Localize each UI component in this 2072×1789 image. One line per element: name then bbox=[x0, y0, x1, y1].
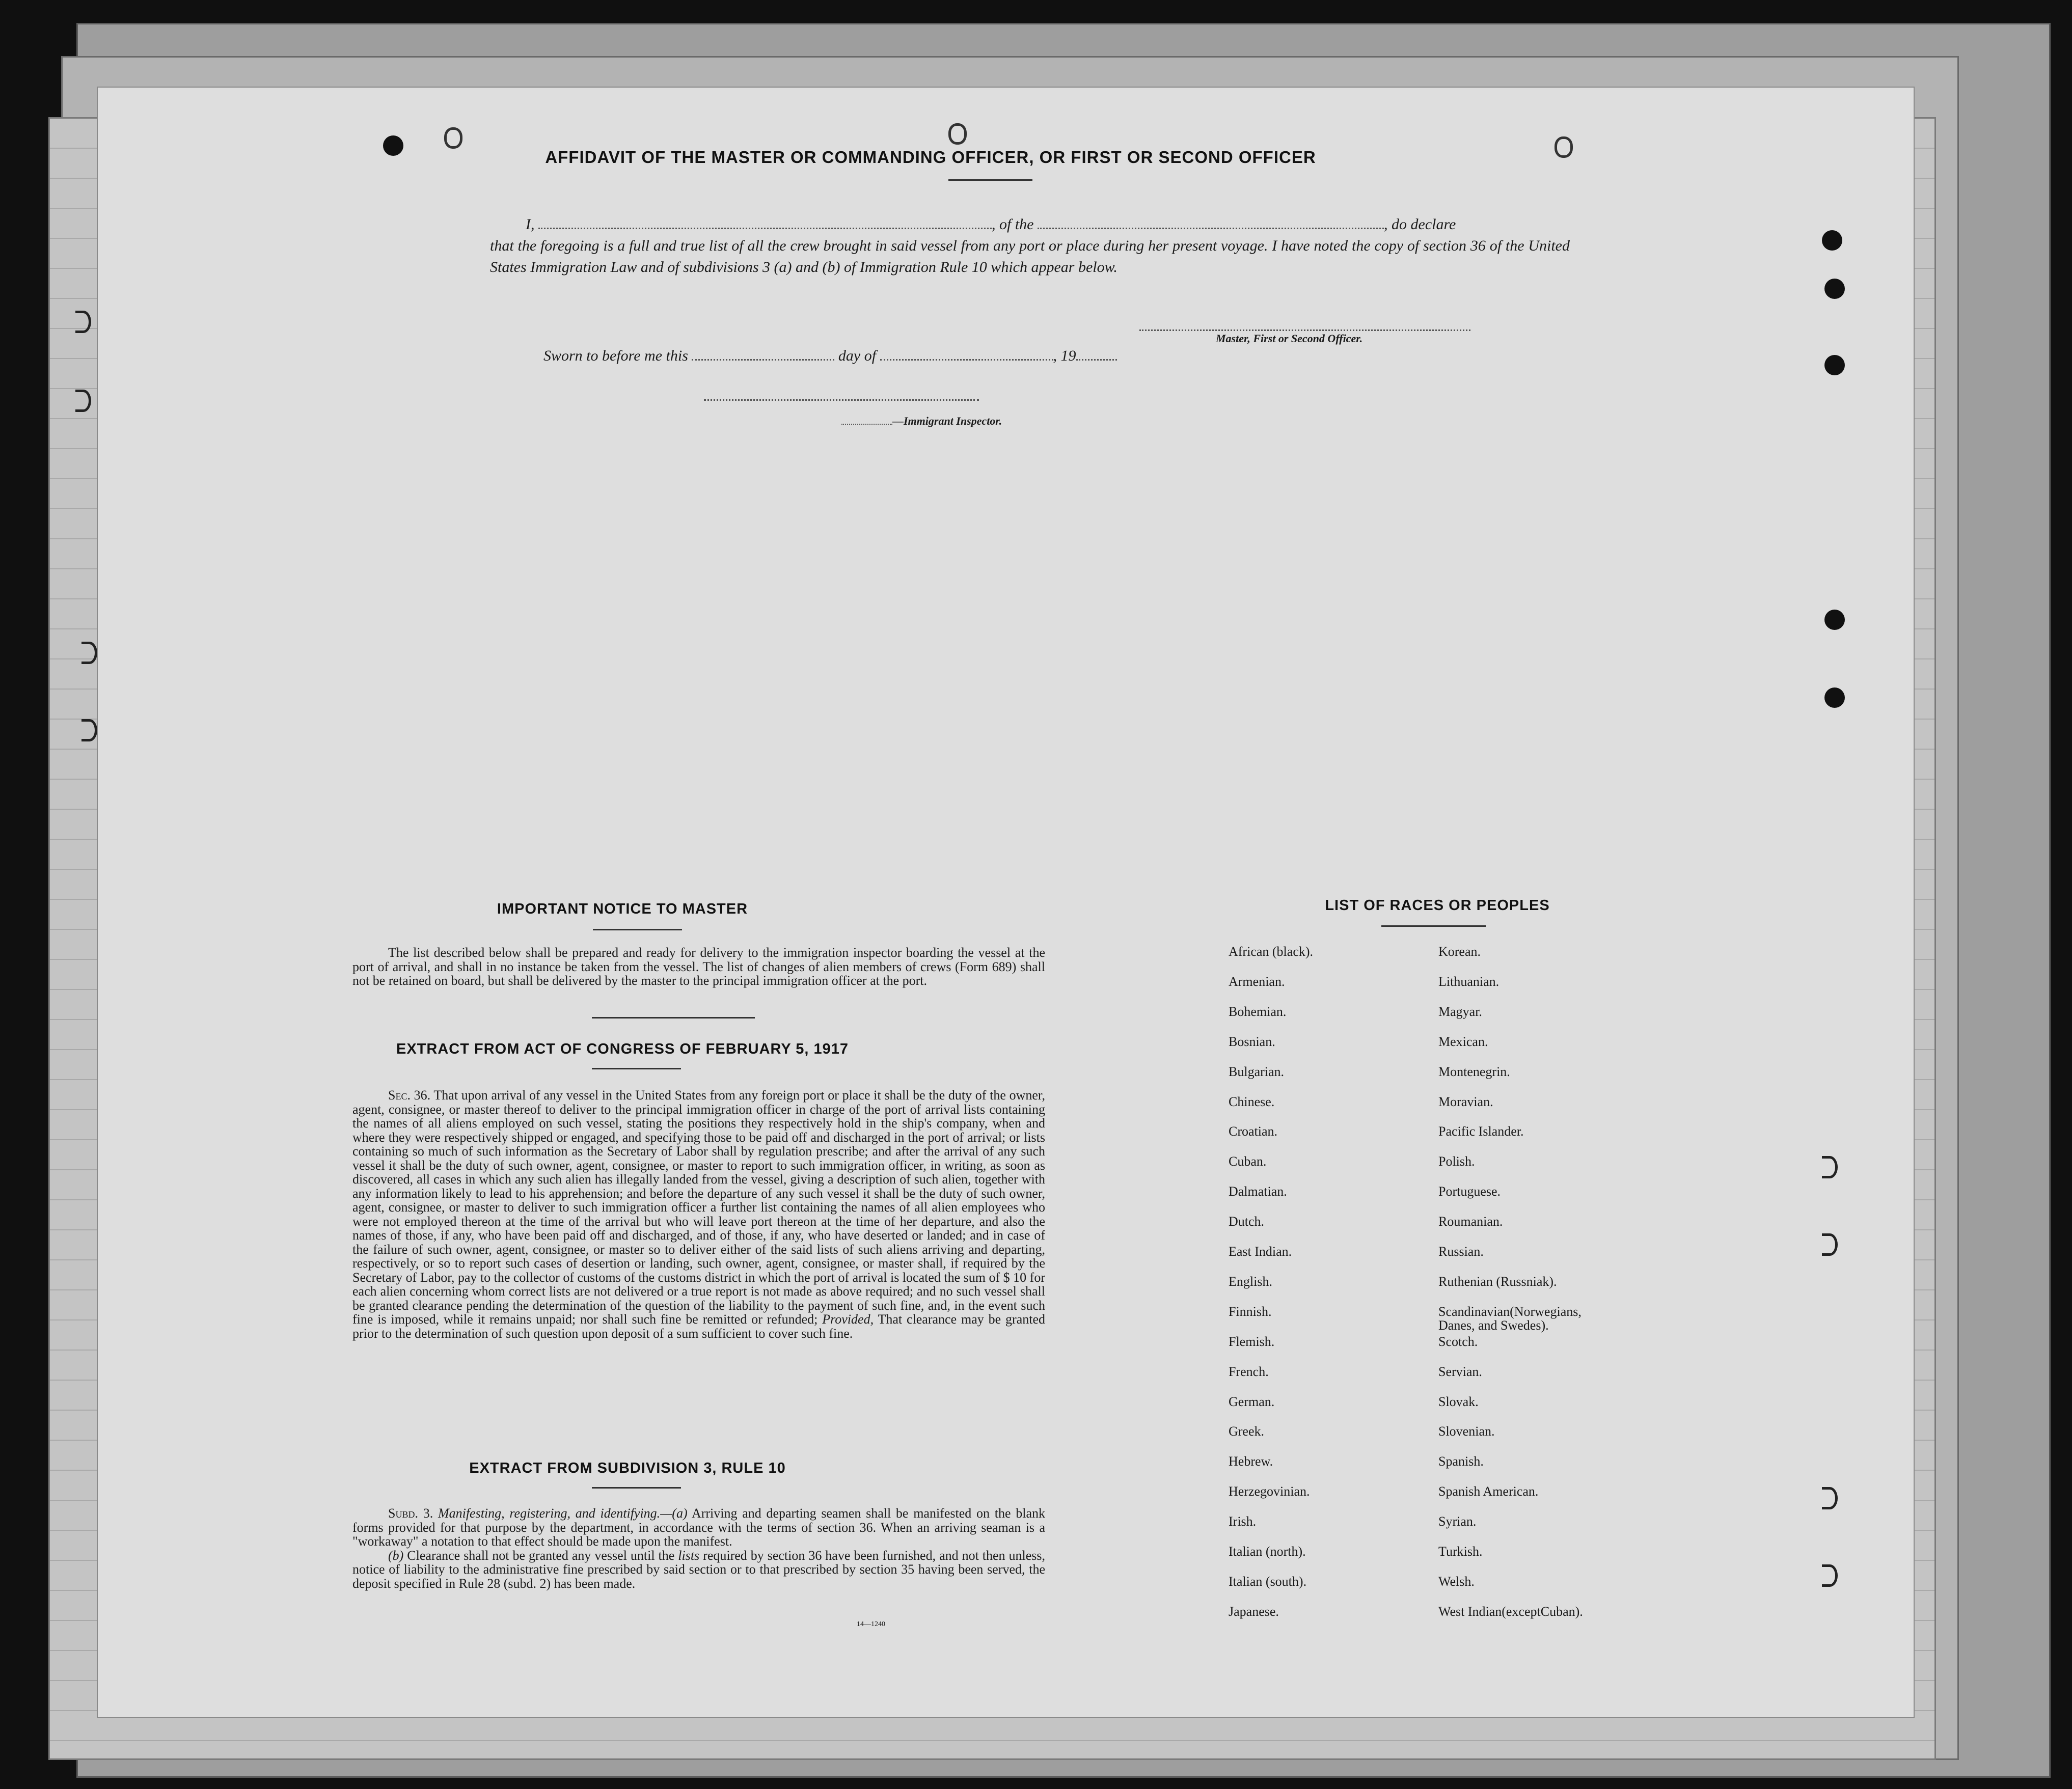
title-underline bbox=[1381, 925, 1486, 927]
punch-hole bbox=[75, 311, 91, 333]
punch-hole bbox=[1822, 1487, 1838, 1509]
race-item: Korean. bbox=[1438, 944, 1481, 959]
affidavit-suffix: , do declare bbox=[1384, 216, 1456, 233]
sworn-month-blank[interactable] bbox=[880, 359, 1053, 361]
form-number: 14—1240 bbox=[857, 1620, 885, 1628]
section-divider bbox=[592, 1017, 755, 1019]
punch-hole bbox=[75, 390, 91, 412]
race-item: Cuban. bbox=[1229, 1154, 1267, 1169]
race-item: Bulgarian. bbox=[1229, 1064, 1285, 1079]
sworn-year-label: , 19 bbox=[1053, 347, 1076, 364]
race-item: Portuguese. bbox=[1438, 1184, 1501, 1199]
punch-hole bbox=[444, 127, 462, 149]
race-item: Bohemian. bbox=[1229, 1004, 1287, 1019]
sworn-line bbox=[543, 347, 1117, 365]
race-item: Finnish. bbox=[1229, 1304, 1272, 1319]
race-item: Moravian. bbox=[1438, 1094, 1493, 1109]
race-item: Lithuanian. bbox=[1438, 974, 1500, 989]
race-item: Magyar. bbox=[1438, 1004, 1482, 1019]
section-36-text bbox=[352, 1088, 1045, 1340]
punch-hole bbox=[1822, 1156, 1838, 1178]
rule-extract-title: EXTRACT FROM SUBDIVISION 3, RULE 10 bbox=[469, 1460, 786, 1476]
provided-label: Provided, bbox=[822, 1312, 874, 1327]
section-36-body: That upon arrival of any vessel in the United States from any foreign port or place it shall be the duty of the owner, agent, consignee, or master thereof to deliver to the principal immigration officer in charge of the port of arrival lists containing the names of all aliens employed on such vessel, stating the positions they respectively hold in the ship's company, when and where they were respectively shipped or engaged, and specifying those to be paid off and discharged in the port of arrival; or lists containing so much of such information as the Secretary of Labor shall by regulation prescribe; and after the arrival of any such vessel it shall be the duty of such owner, agent, consignee, or master to report to such immigration officer, in writing, as soon as discovered, all cases in which any such alien has illegally landed from the vessel, giving a description of such alien, together with any information likely to lead to his apprehension; and before the departure of any such vessel it shall be the duty of such owner, agent, consignee, or master to deliver to such immigration officer a further list containing the names of all alien employees who were not employed thereon at the time of the arrival but who will leave port thereon at the time of her departure, and also the names of those, if any, who have been paid off and discharged, and of those, if any, who have deserted or landed; and in case of the failure of such owner, agent, consignee, or master so to deliver either of the said lists of such aliens arriving and departing, respectively, or so to report such cases of desertion or landing, such owner, agent, consignee, or master shall, if required by the Secretary of Labor, pay to the collector of customs of the customs district in which the port of arrival is located the sum of $ 10 for each alien concerning whom correct lists are not delivered or a true report is not made as above required; and no such vessel shall be granted clearance pending the determination of the question of the liability to the payment of such fine, and, in the event such fine is imposed, while it remains unpaid; nor shall such fine be remitted or refunded; bbox=[352, 1088, 1045, 1327]
race-item: Turkish. bbox=[1438, 1544, 1483, 1559]
race-item: East Indian. bbox=[1229, 1244, 1292, 1259]
punch-hole bbox=[1824, 687, 1845, 708]
race-item: Irish. bbox=[1229, 1514, 1257, 1529]
signature-caption: Master, First or Second Officer. bbox=[1216, 332, 1363, 345]
race-item: Mexican. bbox=[1438, 1034, 1488, 1049]
race-item: Herzegovinian. bbox=[1229, 1484, 1310, 1499]
title-underline bbox=[592, 1068, 681, 1069]
race-item: Roumanian. bbox=[1438, 1214, 1503, 1229]
race-item: Scotch. bbox=[1438, 1334, 1478, 1349]
section-label: Sec. 36. bbox=[388, 1088, 431, 1103]
race-item: Syrian. bbox=[1438, 1514, 1477, 1529]
race-item: Dalmatian. bbox=[1229, 1184, 1287, 1199]
race-item: Dutch. bbox=[1229, 1214, 1265, 1229]
subdivision-b: (b) Clearance shall not be granted any vessel until the lists required by section 36 have been furnished, and not then unless, notice of liability to the administrative fine prescribed by said section or to that prescribed by section 35 having been served, the deposit specified in Rule 28 (subd. 2) has been made. bbox=[352, 1548, 1045, 1591]
race-item: Slovenian. bbox=[1438, 1424, 1495, 1439]
subdivision-3-text bbox=[352, 1506, 1045, 1590]
race-item: Italian (north). bbox=[1229, 1544, 1306, 1559]
vessel-blank[interactable] bbox=[1038, 228, 1384, 229]
race-item: Chinese. bbox=[1229, 1094, 1275, 1109]
act-extract-title: EXTRACT FROM ACT OF CONGRESS OF FEBRUARY 5, 1917 bbox=[396, 1041, 849, 1057]
provided-body: That clearance may be granted prior to the determination of such question upon deposit of a sum sufficient to cover such fine. bbox=[352, 1312, 1045, 1341]
title-underline bbox=[948, 179, 1032, 181]
race-item: Armenian. bbox=[1229, 974, 1285, 989]
race-item: Slovak. bbox=[1438, 1394, 1479, 1409]
race-item: Montenegrin. bbox=[1438, 1064, 1510, 1079]
race-item: Spanish American. bbox=[1438, 1484, 1539, 1499]
race-item: Japanese. bbox=[1229, 1604, 1279, 1619]
name-blank[interactable] bbox=[538, 228, 992, 229]
sworn-prefix: Sworn to before me this bbox=[543, 347, 688, 364]
affidavit-title: AFFIDAVIT OF THE MASTER OR COMMANDING OFFICER, OR FIRST OR SECOND OFFICER bbox=[545, 148, 1316, 167]
notice-title: IMPORTANT NOTICE TO MASTER bbox=[497, 901, 748, 917]
punch-hole bbox=[1824, 610, 1845, 630]
race-item: French. bbox=[1229, 1364, 1269, 1379]
punch-hole bbox=[1822, 230, 1842, 251]
sworn-day-label: day of bbox=[838, 347, 877, 364]
affidavit-declaration-line bbox=[526, 214, 1456, 235]
affidavit-body: that the foregoing is a full and true list of all the crew brought in said vessel from any port or place during her present voyage. I have noted the copy of section 36 of the United States Immigration Law and of subdivisions 3 (a) and (b) of Immigration Rule 10 which appear below. bbox=[490, 237, 1570, 276]
inspector-signature-line[interactable] bbox=[704, 399, 979, 401]
race-item: Russian. bbox=[1438, 1244, 1484, 1259]
race-item: Croatian. bbox=[1229, 1124, 1278, 1139]
race-item: German. bbox=[1229, 1394, 1275, 1409]
punch-hole bbox=[1824, 279, 1845, 299]
race-item: Polish. bbox=[1438, 1154, 1475, 1169]
punch-hole bbox=[1822, 1233, 1838, 1256]
affidavit-mid: , of the bbox=[992, 216, 1034, 233]
race-item: Servian. bbox=[1438, 1364, 1482, 1379]
punch-hole bbox=[948, 123, 967, 145]
inspector-caption: —Immigrant Inspector. bbox=[841, 415, 1002, 428]
manifest-back-page bbox=[97, 87, 1915, 1718]
punch-hole bbox=[1824, 355, 1845, 375]
title-underline bbox=[593, 929, 682, 930]
race-item: West Indian(exceptCuban). bbox=[1438, 1604, 1583, 1619]
affidavit-prefix: I, bbox=[526, 216, 535, 233]
race-item: Spanish. bbox=[1438, 1454, 1484, 1469]
punch-hole bbox=[383, 135, 403, 156]
race-item: Italian (south). bbox=[1229, 1574, 1307, 1589]
sworn-year-blank[interactable] bbox=[1076, 359, 1117, 361]
punch-hole bbox=[81, 642, 97, 664]
title-underline bbox=[592, 1487, 681, 1489]
punch-hole bbox=[81, 719, 97, 741]
subdivision-a: Subd. 3. Manifesting, registering, and identifying.—(a) Arriving and departing seamen shall be manifested on the blank forms provided for that purpose by the department, in accordance with the terms of section 36. When an arriving seaman is a "workaway" a notation to that effect should be made upon the manifest. bbox=[352, 1506, 1045, 1549]
race-item: Hebrew. bbox=[1229, 1454, 1273, 1469]
race-item: African (black). bbox=[1229, 944, 1314, 959]
race-item: Ruthenian (Russniak). bbox=[1438, 1274, 1557, 1289]
race-item: Bosnian. bbox=[1229, 1034, 1275, 1049]
race-item: English. bbox=[1229, 1274, 1272, 1289]
race-item: Pacific Islander. bbox=[1438, 1124, 1524, 1139]
notice-body: The list described below shall be prepared and ready for delivery to the immigration inspector boarding the vessel at the port of arrival, and shall in no instance be taken from the vessel. The list of changes of alien members of crews (Form 689) shall not be retained on board, but shall be delivered by the master to the principal immigration officer at the port. bbox=[352, 945, 1045, 988]
races-title: LIST OF RACES OR PEOPLES bbox=[1325, 897, 1550, 914]
race-item: Greek. bbox=[1229, 1424, 1265, 1439]
punch-hole bbox=[1822, 1564, 1838, 1587]
signature-line[interactable] bbox=[1139, 329, 1470, 331]
punch-hole bbox=[1555, 136, 1573, 158]
race-item: Flemish. bbox=[1229, 1334, 1275, 1349]
race-item: Scandinavian(Norwegians, Danes, and Swedes). bbox=[1438, 1304, 1582, 1333]
sworn-day-blank[interactable] bbox=[692, 359, 834, 361]
race-item: Welsh. bbox=[1438, 1574, 1475, 1589]
